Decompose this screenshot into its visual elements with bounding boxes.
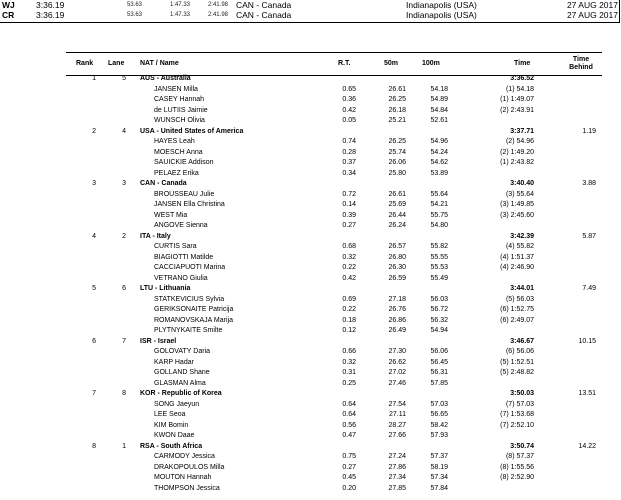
swimmer-name: LEE Seoa bbox=[154, 411, 186, 418]
swimmer-100m: 54.84 bbox=[430, 106, 448, 114]
record-split: 1:47.33 bbox=[169, 12, 190, 18]
swimmer-50m: 26.24 bbox=[388, 222, 406, 229]
swimmer-name: CURTIS Sara bbox=[154, 243, 197, 250]
header-time: Time bbox=[514, 60, 531, 67]
swimmer-name: CARMODY Jessica bbox=[154, 453, 215, 460]
swimmer-cumulative-split: (3) 1:49.85 bbox=[500, 201, 534, 208]
swimmer-row bbox=[66, 379, 602, 390]
swimmer-name: ANGOVE Sienna bbox=[154, 222, 208, 229]
team-nat: USA - United States of America bbox=[140, 127, 244, 135]
swimmer-reaction-time: 0.18 bbox=[342, 316, 356, 324]
swimmer-50m: 27.11 bbox=[389, 411, 406, 418]
swimmer-50m: 25.69 bbox=[388, 201, 406, 208]
record-holder: CAN - Canada bbox=[236, 10, 292, 20]
record-time: 3:36.19 bbox=[36, 10, 65, 20]
team-time: 3:50.74 bbox=[510, 442, 534, 450]
team-lane: 3 bbox=[122, 180, 126, 187]
swimmer-cumulative-split: (5) 56.03 bbox=[505, 295, 534, 303]
team-nat: KOR - Republic of Korea bbox=[140, 390, 222, 397]
swimmer-name: SAUICKIE Addison bbox=[154, 159, 214, 166]
swimmer-100m: 55.55 bbox=[430, 253, 448, 261]
swimmer-100m: 56.45 bbox=[430, 358, 448, 366]
team-lane: 6 bbox=[122, 285, 126, 292]
swimmer-reaction-time: 0.68 bbox=[342, 243, 356, 250]
swimmer-row bbox=[66, 358, 602, 369]
swimmer-name: PLYTNYKAITE Smilte bbox=[154, 327, 223, 334]
swimmer-cumulative-split: (3) 2:45.60 bbox=[500, 211, 534, 219]
swimmer-50m: 26.86 bbox=[388, 316, 406, 324]
team-time: 3:37.71 bbox=[510, 127, 534, 135]
swimmer-100m: 57.93 bbox=[430, 432, 448, 439]
swimmer-row bbox=[66, 148, 602, 159]
swimmer-50m: 27.66 bbox=[388, 432, 406, 439]
swimmer-cumulative-split: (8) 57.37 bbox=[505, 453, 534, 460]
team-time: 3:36.52 bbox=[510, 75, 534, 82]
team-row bbox=[66, 74, 602, 85]
team-row bbox=[66, 284, 602, 295]
swimmer-name: JANSEN Ella Christina bbox=[154, 201, 225, 208]
swimmer-cumulative-split: (8) 2:52.90 bbox=[500, 474, 534, 481]
team-row bbox=[66, 442, 602, 453]
swimmer-reaction-time: 0.32 bbox=[342, 253, 356, 261]
swimmer-50m: 27.46 bbox=[388, 379, 406, 387]
swimmer-name: GLASMAN Alma bbox=[154, 379, 206, 387]
team-row bbox=[66, 389, 602, 400]
swimmer-row bbox=[66, 106, 602, 117]
swimmer-cumulative-split: (3) 55.64 bbox=[505, 190, 534, 198]
swimmer-50m: 27.02 bbox=[388, 369, 406, 376]
swimmer-row bbox=[66, 85, 602, 96]
swimmer-cumulative-split: (4) 1:51.37 bbox=[500, 253, 534, 261]
swimmer-row bbox=[66, 452, 602, 463]
team-lane: 5 bbox=[122, 75, 126, 82]
swimmer-100m: 54.89 bbox=[430, 96, 448, 103]
team-time-behind: 3.88 bbox=[582, 180, 596, 187]
swimmer-cumulative-split: (6) 2:49.07 bbox=[500, 316, 534, 324]
swimmer-cumulative-split: (7) 1:53.68 bbox=[500, 411, 534, 418]
swimmer-50m: 26.49 bbox=[388, 327, 406, 334]
swimmer-100m: 57.85 bbox=[430, 379, 448, 387]
swimmer-row bbox=[66, 253, 602, 264]
swimmer-cumulative-split: (8) 1:55.56 bbox=[500, 463, 534, 471]
swimmer-name: MOESCH Anna bbox=[154, 148, 203, 156]
swimmer-100m: 55.82 bbox=[430, 243, 448, 250]
swimmer-row bbox=[66, 316, 602, 327]
swimmer-row bbox=[66, 463, 602, 474]
swimmer-cumulative-split: (1) 2:43.82 bbox=[500, 159, 534, 166]
swimmer-row bbox=[66, 169, 602, 180]
header-50m: 50m bbox=[384, 60, 399, 67]
swimmer-100m: 54.21 bbox=[430, 201, 448, 208]
swimmer-name: WUNSCH Olivia bbox=[154, 117, 205, 124]
swimmer-reaction-time: 0.36 bbox=[342, 96, 356, 103]
team-time: 3:42.39 bbox=[510, 232, 534, 240]
team-row bbox=[66, 337, 602, 348]
team-rank: 7 bbox=[92, 390, 96, 397]
record-split: 2:41.98 bbox=[207, 12, 228, 18]
swimmer-100m: 54.94 bbox=[430, 327, 448, 334]
record-time: 3:36.19 bbox=[36, 0, 65, 10]
swimmer-100m: 56.31 bbox=[430, 369, 448, 376]
swimmer-50m: 25.80 bbox=[388, 169, 406, 177]
swimmer-row bbox=[66, 116, 602, 127]
swimmer-reaction-time: 0.27 bbox=[342, 222, 356, 229]
swimmer-100m: 57.03 bbox=[430, 400, 448, 408]
swimmer-50m: 25.21 bbox=[388, 117, 406, 124]
swimmer-reaction-time: 0.14 bbox=[342, 201, 356, 208]
swimmer-row bbox=[66, 274, 602, 285]
swimmer-name: HAYES Leah bbox=[154, 138, 195, 145]
swimmer-reaction-time: 0.27 bbox=[342, 463, 356, 471]
swimmer-reaction-time: 0.20 bbox=[342, 484, 356, 492]
record-venue: Indianapolis (USA) bbox=[406, 10, 477, 20]
swimmer-100m: 56.65 bbox=[430, 411, 448, 418]
swimmer-reaction-time: 0.56 bbox=[342, 421, 356, 429]
swimmer-name: MOUTON Hannah bbox=[154, 474, 212, 481]
swimmer-100m: 55.75 bbox=[430, 211, 448, 219]
swimmer-name: KIM Bomin bbox=[154, 421, 189, 429]
swimmer-row bbox=[66, 221, 602, 232]
swimmer-name: DRAKOPOULOS Milla bbox=[154, 463, 225, 471]
swimmer-reaction-time: 0.69 bbox=[342, 295, 356, 303]
header-rt: R.T. bbox=[338, 60, 351, 67]
header-time-behind: Time Behind bbox=[569, 56, 593, 71]
swimmer-reaction-time: 0.12 bbox=[342, 327, 356, 334]
swimmer-cumulative-split: (1) 54.18 bbox=[505, 85, 534, 93]
record-row-cr bbox=[0, 10, 621, 20]
swimmer-reaction-time: 0.72 bbox=[342, 190, 356, 198]
swimmer-name: SONG Jaeyun bbox=[154, 400, 200, 408]
swimmer-cumulative-split: (2) 54.96 bbox=[505, 138, 534, 145]
team-lane: 8 bbox=[122, 390, 126, 397]
swimmer-100m: 54.18 bbox=[430, 85, 448, 93]
swimmer-reaction-time: 0.22 bbox=[342, 306, 356, 313]
swimmer-100m: 55.53 bbox=[430, 264, 448, 271]
swimmer-name: KARP Hadar bbox=[154, 358, 194, 366]
swimmer-reaction-time: 0.47 bbox=[342, 432, 356, 439]
team-time: 3:50.03 bbox=[510, 390, 534, 397]
swimmer-row bbox=[66, 410, 602, 421]
swimmer-50m: 26.57 bbox=[388, 243, 406, 250]
swimmer-name: ROMANOVSKAJA Marija bbox=[154, 316, 233, 324]
swimmer-row bbox=[66, 305, 602, 316]
swimmer-cumulative-split: (7) 57.03 bbox=[505, 400, 534, 408]
swimmer-50m: 27.86 bbox=[388, 463, 406, 471]
swimmer-50m: 27.85 bbox=[388, 484, 406, 492]
team-time-behind: 14.22 bbox=[578, 442, 596, 450]
header-nat-name: NAT / Name bbox=[140, 60, 179, 67]
swimmer-100m: 56.32 bbox=[430, 316, 448, 324]
swimmer-reaction-time: 0.39 bbox=[342, 211, 356, 219]
swimmer-reaction-time: 0.64 bbox=[342, 411, 356, 418]
team-time: 3:46.67 bbox=[510, 337, 534, 345]
team-lane: 7 bbox=[122, 337, 126, 345]
header-lane: Lane bbox=[108, 60, 125, 67]
team-nat: LTU - Lithuania bbox=[140, 285, 191, 292]
swimmer-row bbox=[66, 326, 602, 337]
swimmer-reaction-time: 0.37 bbox=[342, 159, 356, 166]
team-time-behind: 7.49 bbox=[582, 285, 596, 292]
swimmer-50m: 26.61 bbox=[388, 190, 406, 198]
team-row bbox=[66, 232, 602, 243]
record-venue: Indianapolis (USA) bbox=[406, 0, 477, 10]
swimmer-cumulative-split: (1) 1:49.07 bbox=[500, 96, 534, 103]
swimmer-row bbox=[66, 158, 602, 169]
swimmer-name: VETRANO Giulia bbox=[154, 274, 208, 282]
swimmer-50m: 26.25 bbox=[388, 96, 406, 103]
swimmer-row bbox=[66, 95, 602, 106]
swimmer-100m: 54.24 bbox=[430, 148, 448, 156]
swimmer-cumulative-split: (4) 2:46.90 bbox=[500, 264, 534, 271]
swimmer-100m: 57.84 bbox=[430, 484, 448, 492]
swimmer-name: BIAGIOTTI Matilde bbox=[154, 253, 214, 261]
swimmer-100m: 57.34 bbox=[430, 474, 448, 481]
swimmer-row bbox=[66, 200, 602, 211]
team-time: 3:40.40 bbox=[510, 180, 534, 187]
swimmer-50m: 27.34 bbox=[388, 474, 406, 481]
record-split: 2:41.98 bbox=[207, 2, 228, 8]
swimmer-50m: 26.76 bbox=[388, 306, 406, 313]
team-nat: RSA - South Africa bbox=[140, 442, 203, 450]
swimmer-100m: 54.62 bbox=[430, 159, 448, 166]
swimmer-name: CACCIAPUOTI Marina bbox=[154, 264, 226, 271]
swimmer-reaction-time: 0.28 bbox=[342, 148, 356, 156]
swimmer-reaction-time: 0.75 bbox=[342, 453, 356, 460]
swimmer-row bbox=[66, 400, 602, 411]
swimmer-reaction-time: 0.66 bbox=[342, 348, 356, 355]
swimmer-50m: 27.18 bbox=[388, 295, 406, 303]
swimmer-100m: 54.80 bbox=[430, 222, 448, 229]
swimmer-reaction-time: 0.22 bbox=[342, 264, 356, 271]
swimmer-name: GOLLAND Shane bbox=[154, 369, 210, 376]
swimmer-row bbox=[66, 421, 602, 432]
swimmer-100m: 58.19 bbox=[430, 463, 448, 471]
team-nat: ISR - Israel bbox=[140, 337, 177, 345]
record-split: 1:47.33 bbox=[169, 2, 190, 8]
record-split: 53.63 bbox=[126, 2, 142, 8]
team-time-behind: 1.19 bbox=[582, 127, 596, 135]
header-rank: Rank bbox=[76, 60, 94, 67]
record-row-wj bbox=[0, 0, 621, 10]
team-rank: 5 bbox=[92, 285, 96, 292]
swimmer-name: WEST Mia bbox=[154, 211, 188, 219]
team-nat: AUS - Australia bbox=[140, 75, 191, 82]
swimmer-50m: 26.61 bbox=[388, 85, 406, 93]
swimmer-cumulative-split: (4) 55.82 bbox=[505, 243, 534, 250]
team-rank: 4 bbox=[92, 232, 96, 240]
swimmer-50m: 26.18 bbox=[388, 106, 406, 114]
swimmer-name: CASEY Hannah bbox=[154, 96, 205, 103]
swimmer-reaction-time: 0.25 bbox=[342, 379, 356, 387]
swimmer-100m: 53.89 bbox=[430, 169, 448, 177]
swimmer-row bbox=[66, 295, 602, 306]
team-rank: 2 bbox=[92, 127, 96, 135]
swimmer-row bbox=[66, 473, 602, 484]
swimmer-cumulative-split: (5) 2:48.82 bbox=[500, 369, 534, 376]
swimmer-row bbox=[66, 190, 602, 201]
swimmer-50m: 26.25 bbox=[388, 138, 406, 145]
record-date: 27 AUG 2017 bbox=[566, 10, 618, 20]
swimmer-50m: 26.06 bbox=[388, 159, 406, 166]
swimmer-100m: 55.64 bbox=[430, 190, 448, 198]
results-table bbox=[66, 74, 602, 494]
team-lane: 1 bbox=[122, 442, 126, 450]
swimmer-50m: 26.80 bbox=[388, 253, 406, 261]
team-time-behind: 10.15 bbox=[578, 337, 596, 345]
swimmer-reaction-time: 0.42 bbox=[342, 274, 356, 282]
team-time-behind: 13.51 bbox=[578, 390, 596, 397]
swimmer-reaction-time: 0.45 bbox=[342, 474, 356, 481]
swimmer-100m: 58.42 bbox=[430, 421, 448, 429]
team-lane: 2 bbox=[122, 232, 126, 240]
swimmer-name: JANSEN Milla bbox=[154, 85, 198, 93]
swimmer-row bbox=[66, 263, 602, 274]
swimmer-reaction-time: 0.05 bbox=[342, 117, 356, 124]
swimmer-100m: 56.72 bbox=[430, 306, 448, 313]
swimmer-cumulative-split: (2) 1:49.20 bbox=[500, 148, 534, 156]
swimmer-cumulative-split: (6) 1:52.75 bbox=[500, 306, 534, 313]
team-row bbox=[66, 127, 602, 138]
team-lane: 4 bbox=[122, 127, 126, 135]
swimmer-50m: 26.30 bbox=[388, 264, 406, 271]
team-time-behind: 5.87 bbox=[582, 232, 596, 240]
swimmer-100m: 57.37 bbox=[430, 453, 448, 460]
swimmer-50m: 26.44 bbox=[388, 211, 406, 219]
swimmer-50m: 26.62 bbox=[388, 358, 406, 366]
swimmer-name: de LUTIIS Jaimie bbox=[154, 106, 208, 114]
team-row bbox=[66, 179, 602, 190]
swimmer-100m: 54.96 bbox=[430, 138, 448, 145]
swimmer-cumulative-split: (7) 2:52.10 bbox=[500, 421, 534, 429]
swimmer-name: GERIKSONAITE Patricija bbox=[154, 306, 234, 313]
team-rank: 3 bbox=[92, 180, 96, 187]
swimmer-row bbox=[66, 137, 602, 148]
swimmer-50m: 26.59 bbox=[388, 274, 406, 282]
swimmer-reaction-time: 0.31 bbox=[342, 369, 356, 376]
swimmer-100m: 55.49 bbox=[430, 274, 448, 282]
header-100m: 100m bbox=[422, 60, 440, 67]
swimmer-row bbox=[66, 211, 602, 222]
record-holder: CAN - Canada bbox=[236, 0, 292, 10]
records-table bbox=[0, 0, 621, 20]
swimmer-name: GOLOVATY Daria bbox=[154, 348, 211, 355]
swimmer-50m: 28.27 bbox=[388, 421, 406, 429]
swimmer-reaction-time: 0.32 bbox=[342, 358, 356, 366]
swimmer-cumulative-split: (5) 1:52.51 bbox=[500, 358, 534, 366]
swimmer-reaction-time: 0.74 bbox=[342, 138, 356, 145]
swimmer-reaction-time: 0.34 bbox=[342, 169, 356, 177]
swimmer-50m: 27.54 bbox=[388, 400, 406, 408]
swimmer-reaction-time: 0.65 bbox=[342, 85, 356, 93]
team-rank: 8 bbox=[92, 442, 96, 450]
record-date: 27 AUG 2017 bbox=[566, 0, 618, 10]
swimmer-name: KWON Daae bbox=[154, 432, 195, 439]
swimmer-row bbox=[66, 431, 602, 442]
swimmer-50m: 25.74 bbox=[388, 148, 406, 156]
swimmer-row bbox=[66, 484, 602, 495]
swimmer-row bbox=[66, 242, 602, 253]
swimmer-cumulative-split: (2) 2:43.91 bbox=[500, 106, 534, 114]
swimmer-cumulative-split: (6) 56.06 bbox=[505, 348, 534, 355]
record-label: WJ bbox=[2, 0, 15, 10]
swimmer-reaction-time: 0.64 bbox=[342, 400, 356, 408]
team-time: 3:44.01 bbox=[510, 285, 534, 292]
swimmer-50m: 27.24 bbox=[388, 453, 406, 460]
swimmer-row bbox=[66, 368, 602, 379]
team-rank: 6 bbox=[92, 337, 96, 345]
swimmer-row bbox=[66, 347, 602, 358]
swimmer-100m: 56.06 bbox=[430, 348, 448, 355]
results-header bbox=[66, 52, 602, 76]
swimmer-100m: 56.03 bbox=[430, 295, 448, 303]
team-nat: ITA - Italy bbox=[140, 232, 171, 240]
swimmer-100m: 52.61 bbox=[430, 117, 448, 124]
record-split: 53.63 bbox=[126, 12, 142, 18]
swimmer-name: THOMPSON Jessica bbox=[154, 484, 220, 492]
swimmer-reaction-time: 0.42 bbox=[342, 106, 356, 114]
record-label: CR bbox=[2, 10, 15, 20]
swimmer-name: BROUSSEAU Julie bbox=[154, 190, 215, 198]
team-nat: CAN - Canada bbox=[140, 180, 187, 187]
swimmer-name: STATKEVICIUS Sylvia bbox=[154, 295, 225, 303]
team-rank: 1 bbox=[92, 75, 96, 82]
swimmer-name: PELAEZ Erika bbox=[154, 169, 199, 177]
swimmer-50m: 27.30 bbox=[388, 348, 406, 355]
